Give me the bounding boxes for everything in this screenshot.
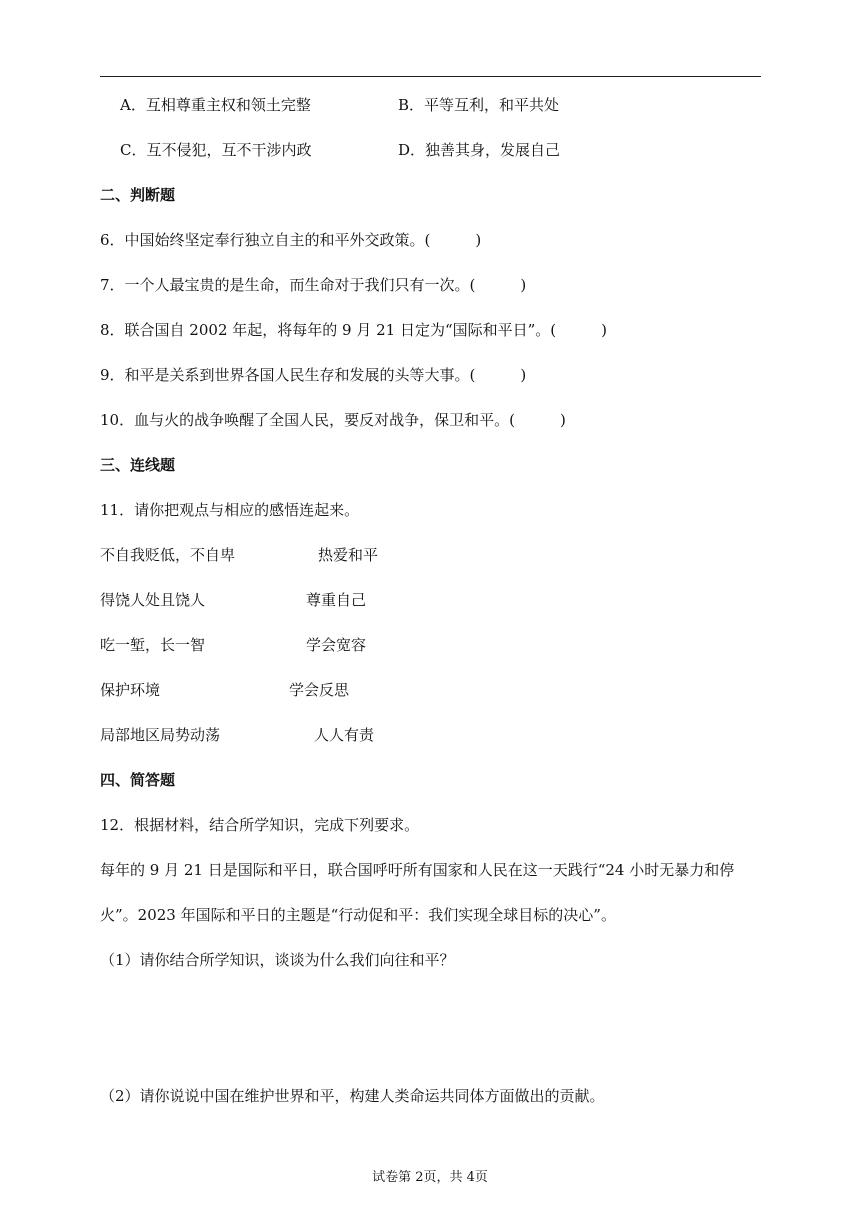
matching-question: 11．请你把观点与相应的感悟连起来。: [100, 501, 360, 519]
matching-left-item: 局部地区局势动荡: [100, 726, 221, 744]
judgement-item-10: 10．血与火的战争唤醒了全国人民，要反对战争，保卫和平。( ): [100, 411, 566, 429]
material-text-line-2: 火”。2023 年国际和平日的主题是“行动促和平：我们实现全球目标的决心”。: [100, 906, 616, 924]
matching-right-item: 尊重自己: [306, 591, 367, 609]
sub-question-1: （1）请你结合所学知识，谈谈为什么我们向往和平？: [100, 951, 455, 969]
section-title-judgement: 二、判断题: [100, 186, 176, 204]
header-rule: [100, 76, 761, 77]
option-b: B．平等互利，和平共处: [398, 96, 560, 114]
matching-right-item: 学会反思: [289, 681, 350, 699]
option-a: A．互相尊重主权和领土完整: [120, 96, 311, 114]
short-answer-question: 12．根据材料，结合所学知识，完成下列要求。: [100, 816, 420, 834]
sub-question-2: （2）请你说说中国在维护世界和平，构建人类命运共同体方面做出的贡献。: [100, 1087, 605, 1105]
matching-left-item: 得饶人处且饶人: [100, 591, 206, 609]
option-d: D．独善其身，发展自己: [398, 141, 561, 159]
matching-right-item: 热爱和平: [318, 546, 379, 564]
material-text-line-1: 每年的 9 月 21 日是国际和平日，联合国呼吁所有国家和人民在这一天践行“24 小时无暴力和停: [100, 861, 735, 879]
matching-left-item: 保护环境: [100, 681, 161, 699]
judgement-item-7: 7．一个人最宝贵的是生命，而生命对于我们只有一次。( ): [100, 276, 527, 294]
section-title-matching: 三、连线题: [100, 456, 176, 474]
section-title-short-answer: 四、简答题: [100, 771, 176, 789]
matching-left-item: 不自我贬低，不自卑: [100, 546, 236, 564]
matching-left-item: 吃一堑，长一智: [100, 636, 206, 654]
judgement-item-8: 8．联合国自 2002 年起，将每年的 9 月 21 日定为“国际和平日”。( ): [100, 321, 607, 339]
option-c: C．互不侵犯，互不干涉内政: [120, 141, 312, 159]
matching-right-item: 学会宽容: [306, 636, 367, 654]
judgement-item-9: 9．和平是关系到世界各国人民生存和发展的头等大事。( ): [100, 366, 527, 384]
judgement-item-6: 6．中国始终坚定奉行独立自主的和平外交政策。( ): [100, 231, 482, 249]
matching-right-item: 人人有责: [314, 726, 375, 744]
page-footer: 试卷第 2页，共 4页: [372, 1170, 488, 1185]
